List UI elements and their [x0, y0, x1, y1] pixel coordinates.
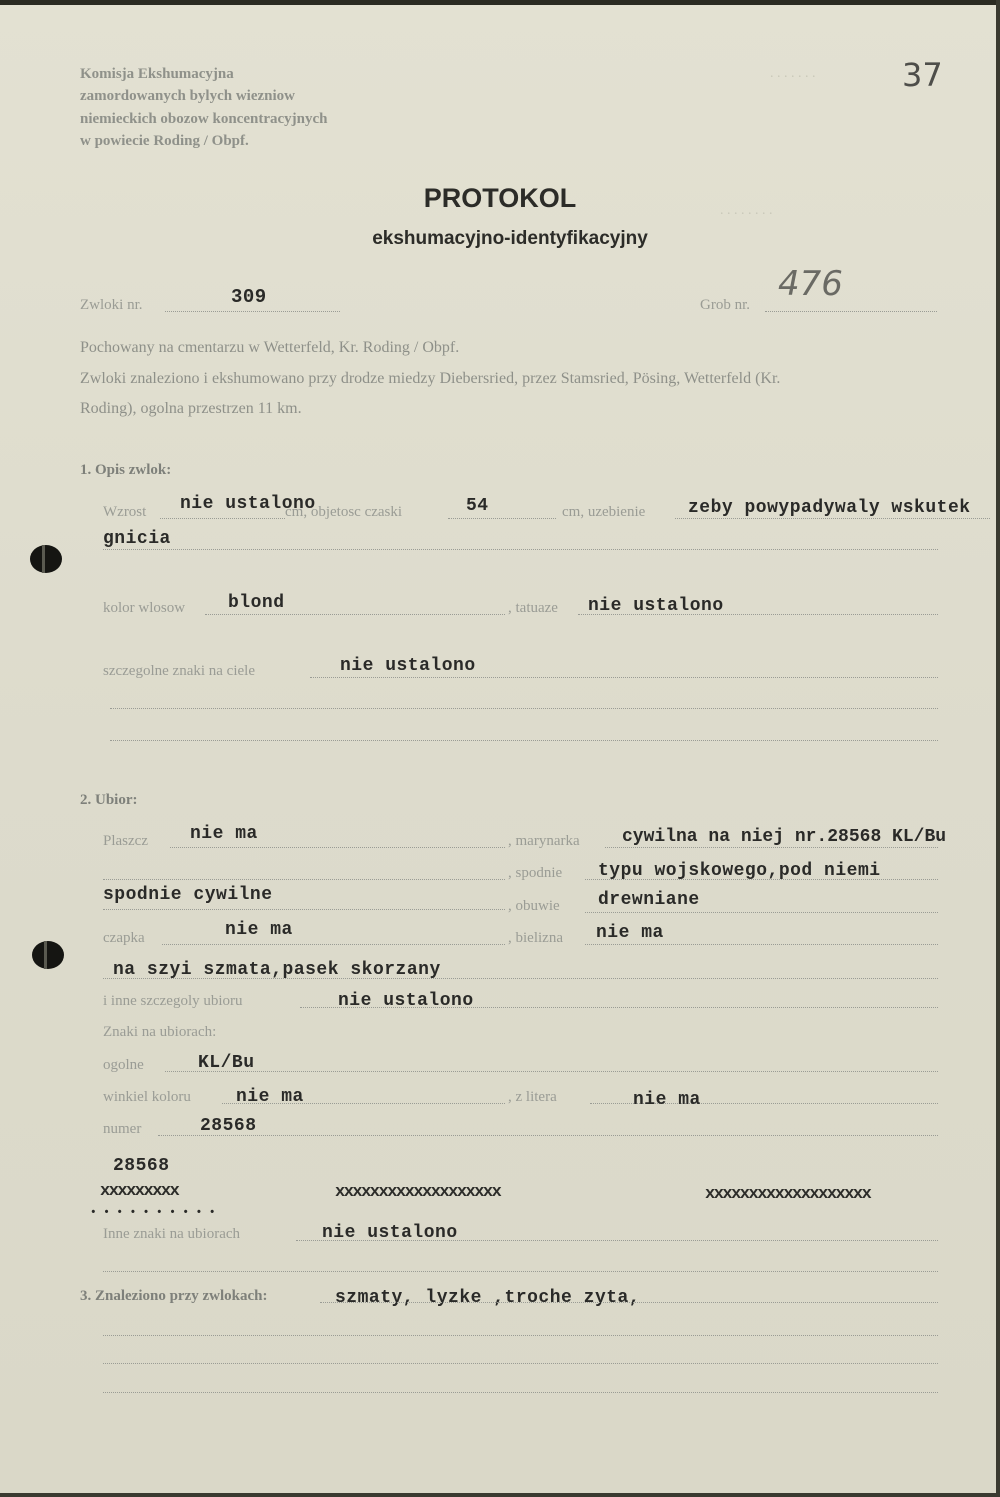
winkiel-value: nie ma [236, 1087, 304, 1107]
marynarka-value: cywilna na niej nr.28568 KL/Bu [622, 827, 947, 847]
fill-line [310, 677, 938, 678]
uzebienie-value: zeby powypadywaly wskutek [688, 498, 971, 518]
fill-line [110, 708, 938, 709]
plaszcz-label: Plaszcz [103, 833, 148, 849]
fill-line [165, 1071, 938, 1072]
exhumation-location: Zwloki znaleziono i ekshumowano przy drodze miedzy Diebersried, przez Stamsried, Pösing, Wetterfeld (Kr. [80, 370, 781, 387]
znaki-ubiory-heading: Znaki na ubiorach: [103, 1024, 217, 1040]
fill-line [103, 879, 505, 880]
obuwie-label: , obuwie [508, 898, 560, 914]
czaszka-value: 54 [466, 496, 489, 516]
fill-line [103, 549, 938, 550]
fill-line [110, 740, 938, 741]
fill-line [205, 614, 505, 615]
exhumation-distance: Roding), ogolna przestrzen 11 km. [80, 400, 302, 417]
fill-line [448, 518, 556, 519]
inne-szczegoly-label: i inne szczegoly ubioru [103, 993, 243, 1009]
wzrost-label: Wzrost [103, 504, 147, 520]
crossed-out-text: xxxxxxxxx [100, 1182, 179, 1201]
fill-line [765, 311, 937, 312]
inne-znaki-label: Inne znaki na ubiorach [103, 1226, 241, 1242]
punch-hole [30, 545, 62, 573]
scan-edge-top [0, 0, 1000, 5]
czapka-label: czapka [103, 930, 145, 946]
dot-marks: • • • • • • • • • • [90, 1207, 216, 1219]
scan-edge-right [996, 0, 1000, 1497]
org-line-4: w powiecie Roding / Obpf. [80, 133, 249, 149]
scan-edge-bottom [0, 1493, 1000, 1497]
zwloki-label: Zwloki nr. [80, 297, 143, 313]
kolor-wlosow-value: blond [228, 593, 285, 613]
section-2-heading: 2. Ubior: [80, 792, 138, 808]
burial-place: Pochowany na cmentarzu w Wetterfeld, Kr. Roding / Obpf. [80, 339, 460, 356]
litera-label: , z litera [508, 1089, 557, 1105]
org-line-1: Komisja Ekshumacyjna [80, 66, 234, 82]
fill-line [103, 909, 505, 910]
fill-line [170, 847, 505, 848]
inne-znaki-value: nie ustalono [322, 1223, 458, 1243]
znaki-szczegolne-value: nie ustalono [340, 656, 476, 676]
page-number: 37 [902, 56, 943, 94]
fill-line [605, 847, 938, 848]
grob-value: 476 [778, 264, 843, 304]
obuwie-value: drewniane [598, 890, 700, 910]
fill-line [162, 944, 505, 945]
zwloki-value: 309 [231, 286, 267, 308]
bielizna-label: , bielizna [508, 930, 563, 946]
fill-line [585, 944, 938, 945]
org-line-2: zamordowanych bylych wiezniow [80, 88, 295, 104]
spodnie-value-continued: spodnie cywilne [103, 885, 273, 905]
marynarka-label: , marynarka [508, 833, 580, 849]
szyja-value: na szyi szmata,pasek skorzany [113, 960, 441, 980]
document-title: PROTOKOL [423, 183, 577, 213]
inne-szczegoly-value: nie ustalono [338, 991, 474, 1011]
fill-line [103, 1271, 938, 1272]
punch-hole [32, 941, 64, 969]
czaszka-label: cm, objetosc czaski [285, 504, 403, 520]
uzebienie-label: cm, uzebienie [562, 504, 646, 520]
plaszcz-value: nie ma [190, 824, 258, 844]
znaki-szczegolne-label: szczegolne znaki na ciele [103, 663, 255, 679]
bielizna-value: nie ma [596, 923, 664, 943]
spodnie-value: typu wojskowego,pod niemi [598, 861, 881, 881]
document-subtitle: ekshumacyjno-identyfikacyjny [372, 228, 648, 249]
fill-line [165, 311, 340, 312]
wzrost-value: nie ustalono [180, 494, 316, 514]
tatuaze-label: , tatuaze [508, 600, 558, 616]
uzebienie-value-continued: gnicia [103, 529, 171, 549]
org-line-3: niemieckich obozow koncentracyjnych [80, 111, 328, 127]
fill-line [158, 1135, 938, 1136]
znaleziono-value: szmaty, lyzke ,troche zyta, [335, 1288, 641, 1308]
fill-line [675, 518, 990, 519]
bleed-through: . . . . . . . . [720, 203, 773, 218]
czapka-value: nie ma [225, 920, 293, 940]
spodnie-label: , spodnie [508, 865, 563, 881]
winkiel-label: winkiel koloru [103, 1089, 191, 1105]
crossed-out-text: xxxxxxxxxxxxxxxxxxx [335, 1183, 501, 1202]
crossed-out-text: xxxxxxxxxxxxxxxxxxx [705, 1185, 871, 1204]
fill-line [103, 1335, 938, 1336]
fill-line [103, 1363, 938, 1364]
fill-line [103, 978, 938, 979]
fill-line [160, 518, 285, 519]
numer-label: numer [103, 1121, 142, 1137]
numer-value: 28568 [200, 1116, 257, 1136]
section-3-heading: 3. Znaleziono przy zwlokach: [80, 1288, 268, 1304]
fill-line [320, 1302, 938, 1303]
numer-value-repeat: 28568 [113, 1156, 170, 1176]
tatuaze-value: nie ustalono [588, 596, 724, 616]
ogolne-value: KL/Bu [198, 1053, 255, 1073]
grob-label: Grob nr. [700, 297, 750, 313]
kolor-wlosow-label: kolor wlosow [103, 600, 186, 616]
fill-line [585, 912, 938, 913]
fill-line [103, 1392, 938, 1393]
section-1-heading: 1. Opis zwlok: [80, 462, 172, 478]
bleed-through: . . . . . . . [770, 66, 816, 81]
ogolne-label: ogolne [103, 1057, 144, 1073]
litera-value: nie ma [633, 1090, 701, 1110]
